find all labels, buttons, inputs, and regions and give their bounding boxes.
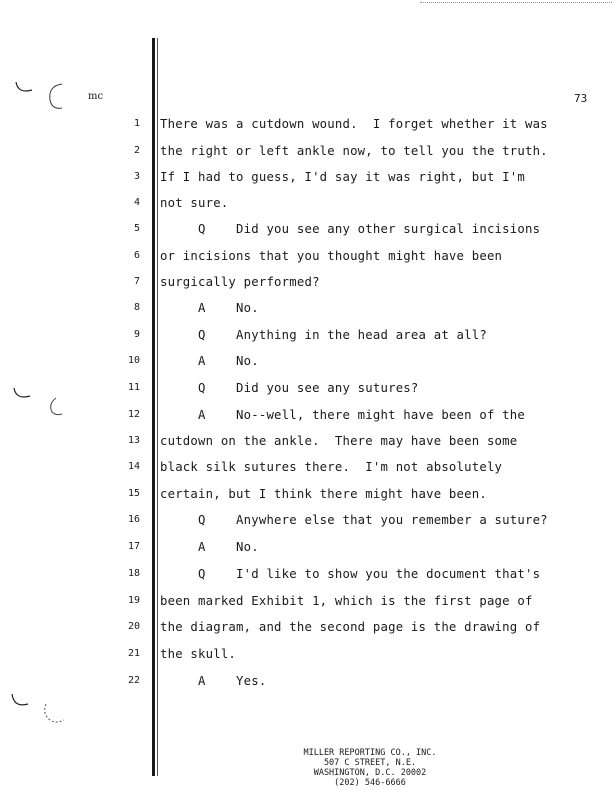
transcript-line: Q I'd like to show you the document that's: [160, 567, 541, 581]
line-number: 22: [127, 675, 140, 686]
footer-street: 507 C STREET, N.E.: [323, 758, 417, 768]
line-number: 5: [133, 223, 140, 234]
transcript-line: not sure.: [160, 196, 229, 210]
transcript-line: the diagram, and the second page is the drawing of: [160, 620, 541, 634]
transcript-line: certain, but I think there might have been.: [160, 487, 487, 501]
page-number: 73: [574, 92, 588, 105]
transcript-line: Q Anything in the head area at all?: [160, 328, 487, 342]
transcript-line: A Yes.: [160, 674, 267, 688]
line-number: 14: [127, 461, 140, 472]
top-edge-rule: [420, 2, 612, 3]
line-number: 11: [127, 382, 140, 393]
hole-punch-mark-bottom: [8, 690, 68, 730]
left-margin-rule-inner: [157, 38, 158, 776]
line-number: 13: [127, 435, 140, 446]
line-number: 1: [133, 118, 140, 129]
transcript-line: Q Anywhere else that you remember a suture?: [160, 513, 548, 527]
reporter-footer: [250, 748, 490, 788]
footer-company: MILLER REPORTING CO., INC.: [303, 748, 437, 758]
line-number: 16: [127, 514, 140, 525]
transcript-line: the right or left ankle now, to tell you the truth.: [160, 144, 548, 158]
line-number: 10: [127, 355, 140, 366]
transcript-line: If I had to guess, I'd say it was right, but I'm: [160, 170, 525, 184]
transcript-line: black silk sutures there. I'm not absolutely: [160, 460, 503, 474]
line-number: 9: [133, 329, 140, 340]
line-number: 4: [133, 197, 140, 208]
footer-phone: (202) 546-6666: [334, 778, 406, 788]
line-number: 18: [127, 568, 140, 579]
transcript-line: been marked Exhibit 1, which is the first page of: [160, 594, 533, 608]
footer-city: WASHINGTON, D.C. 20002: [313, 768, 427, 778]
line-number: 7: [133, 276, 140, 287]
transcript-line: or incisions that you thought might have been: [160, 249, 503, 263]
line-number: 17: [127, 541, 140, 552]
transcript-line: A No--well, there might have been of the: [160, 408, 525, 422]
line-number: 2: [133, 145, 140, 156]
transcript-line: A No.: [160, 354, 259, 368]
transcript-line: There was a cutdown wound. I forget whether it was: [160, 117, 548, 131]
transcript-line: Q Did you see any other surgical incisions: [160, 222, 541, 236]
transcript-line: cutdown on the ankle. There may have been some: [160, 434, 518, 448]
transcript-line: the skull.: [160, 647, 237, 661]
reporter-initials: mc: [88, 91, 104, 102]
line-number: 12: [127, 409, 140, 420]
line-number: 6: [133, 250, 140, 261]
left-margin-rule: [152, 38, 155, 776]
line-number: 21: [127, 648, 140, 659]
line-number: 8: [133, 302, 140, 313]
line-number: 20: [127, 621, 140, 632]
line-number: 15: [127, 488, 140, 499]
hole-punch-mark-top: [10, 78, 70, 118]
hole-punch-mark-middle: [10, 384, 70, 424]
transcript-line: Q Did you see any sutures?: [160, 381, 419, 395]
line-number: 19: [127, 595, 140, 606]
transcript-line: surgically performed?: [160, 275, 320, 289]
transcript-line: A No.: [160, 540, 259, 554]
transcript-line: A No.: [160, 301, 259, 315]
line-number: 3: [133, 171, 140, 182]
